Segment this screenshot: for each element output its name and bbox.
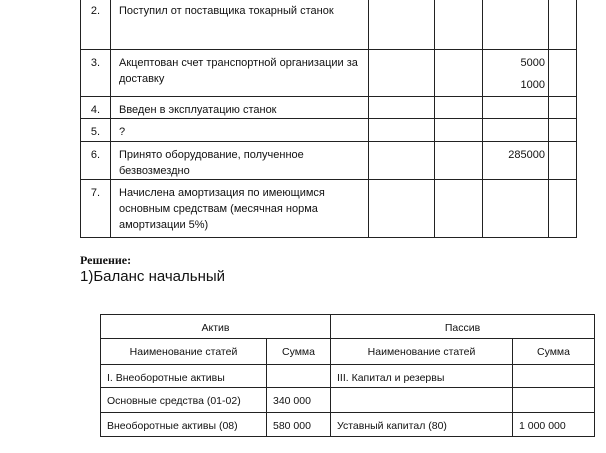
table-row	[101, 365, 595, 388]
credit-cell	[435, 119, 483, 142]
asset-item: Внеоборотные активы (08)	[101, 413, 267, 437]
amount-cell	[483, 0, 549, 50]
asset-item: Основные средства (01-02)	[101, 388, 267, 413]
operations-table	[80, 0, 577, 238]
operation-text: Акцептован счет транспортной организации за доставку	[111, 50, 369, 97]
credit-cell	[435, 50, 483, 97]
operation-text: Начислена амортизация по имеющимся основным средствам (месячная норма амортизации 5%)	[111, 180, 369, 238]
operation-text: Принято оборудование, полученное безвозмездно	[111, 142, 369, 180]
asset-sum: 340 000	[267, 388, 331, 413]
credit-cell	[435, 180, 483, 238]
table-row	[101, 413, 595, 437]
amount-cell	[483, 50, 549, 97]
table-row	[101, 388, 595, 413]
extra-cell	[549, 180, 577, 238]
debit-cell	[369, 119, 435, 142]
extra-cell	[549, 50, 577, 97]
asset-sum: 580 000	[267, 413, 331, 437]
table-row	[81, 142, 577, 180]
amount-cell	[483, 142, 549, 180]
debit-cell	[369, 97, 435, 119]
credit-cell	[435, 0, 483, 50]
extra-cell	[549, 119, 577, 142]
solution-subtitle: 1)Баланс начальный	[80, 268, 226, 285]
liability-header: Пассив	[331, 315, 595, 339]
asset-header: Актив	[101, 315, 331, 339]
liability-item: Уставный капитал (80)	[331, 413, 513, 437]
amount-cell	[483, 180, 549, 238]
amount-value: 1000	[520, 79, 545, 91]
table-row	[81, 119, 577, 142]
table-row	[81, 97, 577, 119]
extra-cell	[549, 142, 577, 180]
liability-item	[331, 388, 513, 413]
asset-item: I. Внеоборотные активы	[101, 365, 267, 388]
asset-sum	[267, 365, 331, 388]
amount-cell	[483, 97, 549, 119]
extra-cell	[549, 0, 577, 50]
table-row	[101, 339, 595, 365]
row-number: 3.	[81, 50, 111, 97]
row-number: 7.	[81, 180, 111, 238]
balance-table	[100, 314, 595, 437]
row-number: 6.	[81, 142, 111, 180]
liability-sum	[513, 365, 595, 388]
liability-sum	[513, 388, 595, 413]
table-row	[81, 0, 577, 50]
row-number: 5.	[81, 119, 111, 142]
column-header-sum: Сумма	[267, 339, 331, 365]
liability-item: III. Капитал и резервы	[331, 365, 513, 388]
liability-sum: 1 000 000	[513, 413, 595, 437]
row-number: 2.	[81, 0, 111, 50]
debit-cell	[369, 50, 435, 97]
row-number: 4.	[81, 97, 111, 119]
operation-text: ?	[111, 119, 369, 142]
column-header-name: Наименование статей	[331, 339, 513, 365]
table-row	[81, 180, 577, 238]
credit-cell	[435, 97, 483, 119]
table-row	[81, 50, 577, 97]
debit-cell	[369, 180, 435, 238]
amount-cell	[483, 119, 549, 142]
table-row	[101, 315, 595, 339]
credit-cell	[435, 142, 483, 180]
debit-cell	[369, 0, 435, 50]
extra-cell	[549, 97, 577, 119]
amount-value: 285000	[508, 149, 545, 161]
column-header-name: Наименование статей	[101, 339, 267, 365]
column-header-sum: Сумма	[513, 339, 595, 365]
operation-text: Поступил от поставщика токарный станок	[111, 0, 369, 50]
solution-title: Решение:	[80, 253, 132, 267]
amount-value: 5000	[520, 57, 545, 69]
debit-cell	[369, 142, 435, 180]
operation-text: Введен в эксплуатацию станок	[111, 97, 369, 119]
